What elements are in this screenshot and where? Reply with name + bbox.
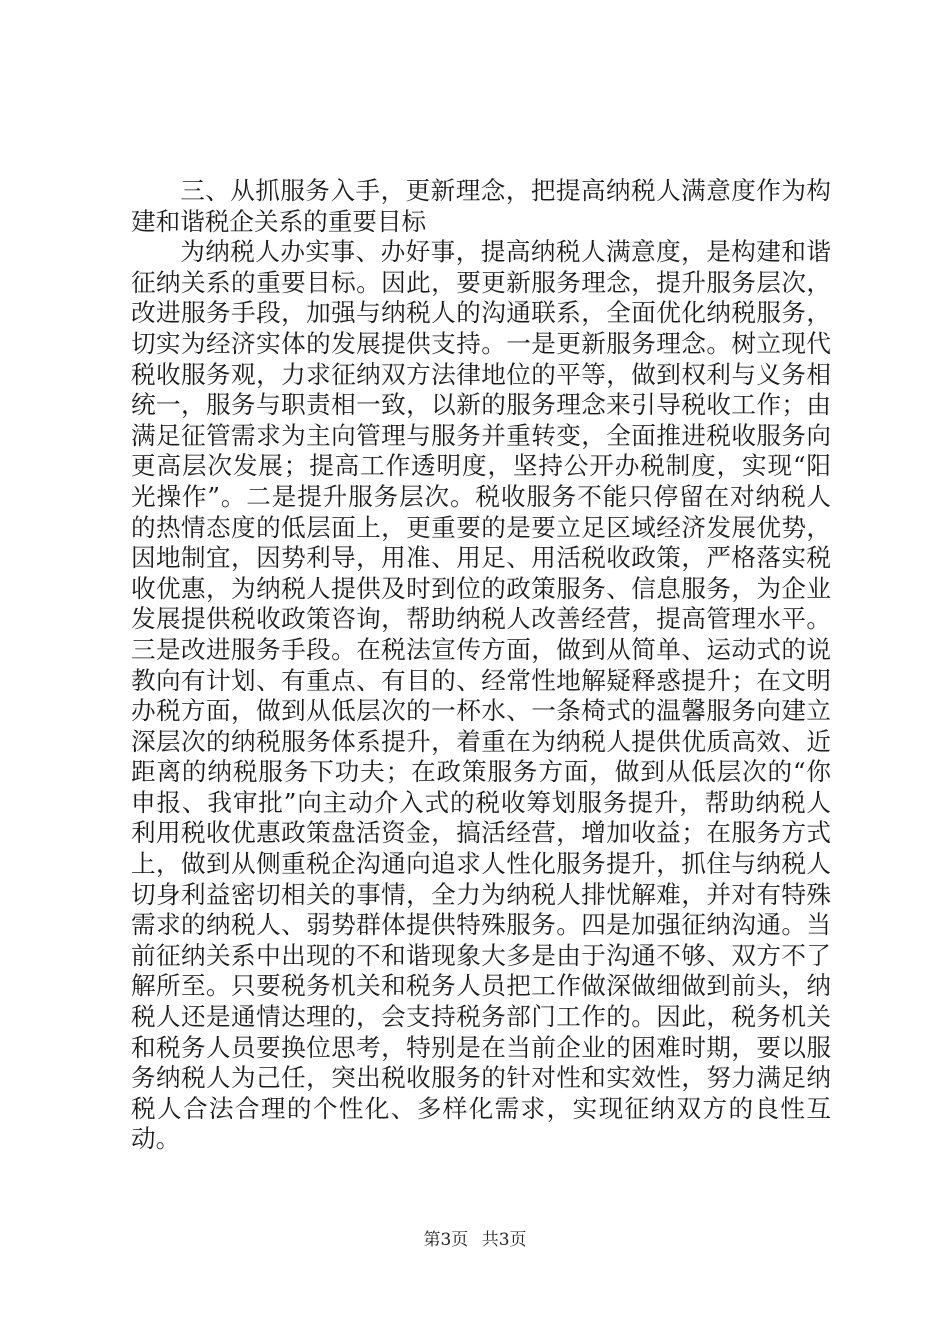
page-total: 共3页 xyxy=(481,1230,527,1250)
page-number: 第3页 xyxy=(423,1230,469,1250)
page-footer xyxy=(0,1228,950,1252)
document-body xyxy=(131,176,831,1155)
section-heading: 三、从抓服务入手，更新理念，把提高纳税人满意度作为构建和谐税企关系的重要目标 xyxy=(131,176,831,236)
body-paragraph: 为纳税人办实事、办好事，提高纳税人满意度，是构建和谐征纳关系的重要目标。因此，要更新服务理念，提升服务层次，改进服务手段，加强与纳税人的沟通联系，全面优化纳税服务，切实为经济实体的发展提供支持。一是更新服务理念。树立现代税收服务观，力求征纳双方法律地位的平等，做到权利与义务相统一，服务与职责相一致，以新的服务理念来引导税收工作；由满足征管需求为主向管理与服务并重转变，全面推进税收服务向更高层次发展；提高工作透明度，坚持公开办税制度，实现“阳光操作”。二是提升服务层次。税收服务不能只停留在对纳税人的热情态度的低层面上，更重要的是要立足区域经济发展优势，因地制宜，因势利导，用准、用足、用活税收政策，严格落实税收优惠，为纳税人提供及时到位的政策服务、信息服务，为企业发展提供税收政策咨询，帮助纳税人改善经营，提高管理水平。三是改进服务手段。在税法宣传方面，做到从简单、运动式的说教向有计划、有重点、有目的、经常性地解疑释惑提升；在文明办税方面，做到从低层次的一杯水、一条椅式的温馨服务向建立深层次的纳税服务体系提升，着重在为纳税人提供优质高效、近距离的纳税服务下功夫；在政策服务方面，做到从低层次的“你申报、我审批”向主动介入式的税收筹划服务提升，帮助纳税人利用税收优惠政策盘活资金，搞活经营，增加收益；在服务方式上，做到从侧重税企沟通向追求人性化服务提升，抓住与纳税人切身利益密切相关的事情，全力为纳税人排忧解难，并对有特殊需求的纳税人、弱势群体提供特殊服务。四是加强征纳沟通。当前征纳关系中出现的不和谐现象大多是由于沟通不够、双方不了解所至。只要税务机关和税务人员把工作做深做细做到前头，纳税人还是通情达理的，会支持税务部门工作的。因此，税务机关和税务人员要换位思考，特别是在当前企业的困难时期，要以服务纳税人为己任，突出税收服务的针对性和实效性，努力满足纳税人合法合理的个性化、多样化需求，实现征纳双方的良性互动。 xyxy=(131,237,831,1154)
